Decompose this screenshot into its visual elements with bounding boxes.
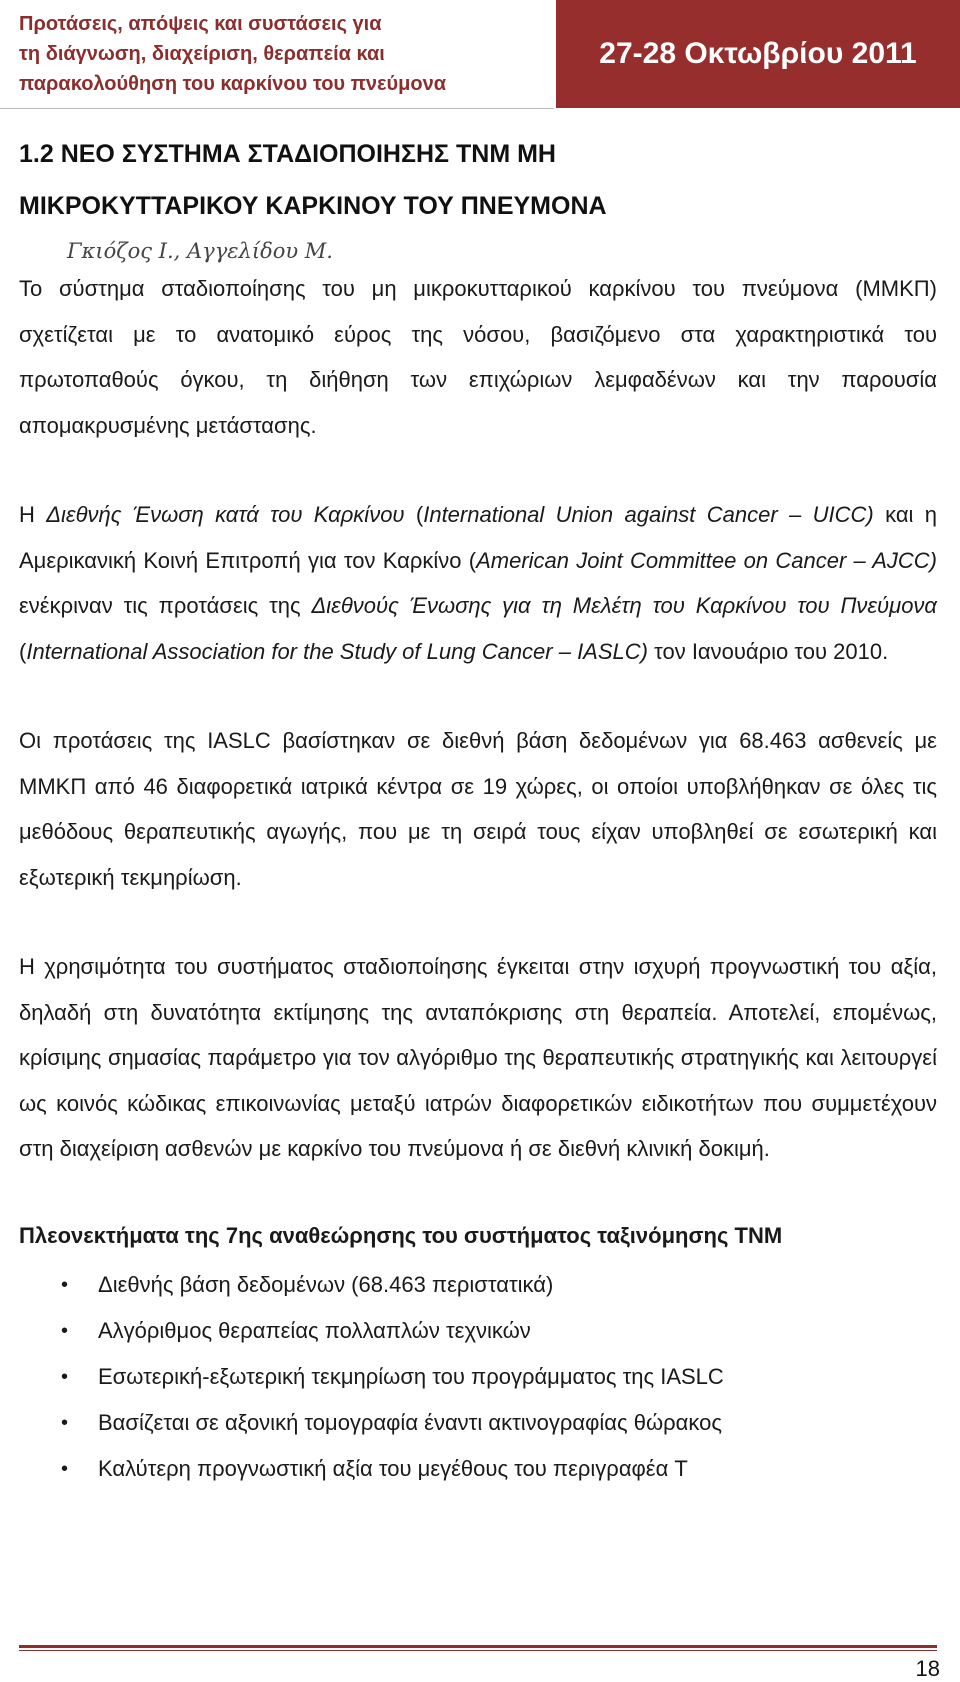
text-run-italic: International Union against Cancer – UICC)	[423, 502, 874, 527]
paragraph-staging-utility: Η χρησιμότητα του συστήματος σταδιοποίησης έγκειται στην ισχυρή προγνωστική του αξία, δηλαδή στη δυνατότητα εκτίμησης της ανταπόκρισης στη θεραπεία. Αποτελεί, επομένως, κρίσιμης σημασίας παράμετρο για τον αλγόριθμο της θεραπευτικής στρατηγικής και λειτουργεί ως κοινός κώδικας επικοινωνίας μεταξύ ιατρών διαφορετικών ειδικοτήτων που συμμετέχουν στη διαχείριση ασθενών με καρκίνο του πνεύμονα ή σε διεθνή κλινική δοκιμή.	[19, 954, 937, 1161]
header-title-line: τη διάγνωση, διαχείριση, θεραπεία και	[19, 43, 385, 65]
text-run-italic: American Joint Committee on Cancer – AJCC)	[476, 547, 937, 573]
footer-divider	[19, 1645, 937, 1648]
text-run: (	[19, 638, 27, 664]
list-item-text: Καλύτερη προγνωστική αξία του μεγέθους του περιγραφέα T	[98, 1455, 688, 1481]
paragraph-uicc-ajcc	[19, 492, 937, 674]
list-item-text: Διεθνής βάση δεδομένων (68.463 περιστατικά)	[98, 1271, 554, 1297]
text-run-italic: Διεθνής Ένωση κατά του Καρκίνου	[46, 502, 405, 527]
footer-divider-thin	[19, 1650, 937, 1651]
text-run: τον Ιανουάριο του 2010.	[647, 638, 889, 664]
advantages-heading: Πλεονεκτήματα της 7ης αναθεώρησης του συστήματος ταξινόμησης TNM	[19, 1222, 783, 1248]
page-number: 18	[915, 1656, 940, 1681]
text-run-italic: Διεθνούς Ένωσης για τη Μελέτη του Καρκίνου του Πνεύμονα	[311, 593, 937, 618]
header-title	[19, 9, 549, 99]
bullet-icon: •	[61, 1365, 69, 1388]
header-date: 27-28 Οκτωβρίου 2011	[599, 37, 917, 70]
list-item	[19, 1400, 937, 1446]
bullet-icon: •	[61, 1457, 69, 1480]
header-title-panel	[0, 0, 554, 109]
authors: Γκιόζος Ι., Αγγελίδου Μ.	[67, 239, 333, 263]
list-item-text: Εσωτερική-εξωτερική τεκμηρίωση του προγράμματος της IASLC	[98, 1363, 724, 1389]
text-run: (	[404, 502, 424, 527]
list-item	[19, 1262, 937, 1308]
section-title-line: 1.2 ΝΕΟ ΣΥΣΤΗΜΑ ΣΤΑΔΙΟΠΟΙΗΣΗΣ TNM ΜΗ	[19, 140, 556, 168]
text-run: ενέκριναν τις προτάσεις της	[19, 593, 312, 618]
text-run: Η	[19, 502, 47, 527]
advantages-list	[19, 1262, 937, 1492]
header-title-line: Προτάσεις, απόψεις και συστάσεις για	[19, 13, 382, 35]
list-item-text: Βασίζεται σε αξονική τομογραφία έναντι ακτινογραφίας θώρακος	[98, 1409, 722, 1435]
paragraph-iaslc-database: Οι προτάσεις της IASLC βασίστηκαν σε διεθνή βάση δεδομένων για 68.463 ασθενείς με ΜΜΚΠ από 46 διαφορετικά ιατρικά κέντρα σε 19 χώρες, οι οποίοι υποβλήθηκαν σε όλες τις μεθόδους θεραπευτικής αγωγής, που με τη σειρά τους είχαν υποβληθεί σε εσωτερική και εξωτερική τεκμηρίωση.	[19, 728, 937, 890]
paragraph-staging-intro: Το σύστημα σταδιοποίησης του μη μικροκυτταρικού καρκίνου του πνεύμονα (ΜΜΚΠ) σχετίζεται με το ανατομικό εύρος της νόσου, βασιζόμενο στα χαρακτηριστικά του πρωτοπαθούς όγκου, τη διήθηση των επιχώριων λεμφαδένων και την παρουσία απομακρυσμένης μετάστασης.	[19, 276, 937, 438]
list-item	[19, 1354, 937, 1400]
list-item	[19, 1446, 937, 1492]
list-item	[19, 1308, 937, 1354]
document-body	[19, 128, 937, 1492]
document-header	[0, 0, 960, 110]
list-item-text: Αλγόριθμος θεραπείας πολλαπλών τεχνικών	[98, 1317, 531, 1343]
section-title	[19, 128, 937, 232]
text-run: και η Αμερικανική Κοινή Επιτροπή για τον Καρκίνο (	[19, 502, 938, 573]
header-title-line: παρακολούθηση του καρκίνου του πνεύμονα	[19, 73, 447, 95]
bullet-icon: •	[61, 1319, 69, 1342]
header-date-banner	[556, 0, 960, 108]
bullet-icon: •	[61, 1411, 69, 1434]
section-title-line: ΜΙΚΡΟΚΥΤΤΑΡΙΚΟΥ ΚΑΡΚΙΝΟΥ ΤΟΥ ΠΝΕΥΜΟΝΑ	[19, 192, 607, 220]
text-run-italic: International Association for the Study of Lung Cancer – IASLC)	[26, 638, 648, 664]
bullet-icon: •	[61, 1273, 69, 1296]
